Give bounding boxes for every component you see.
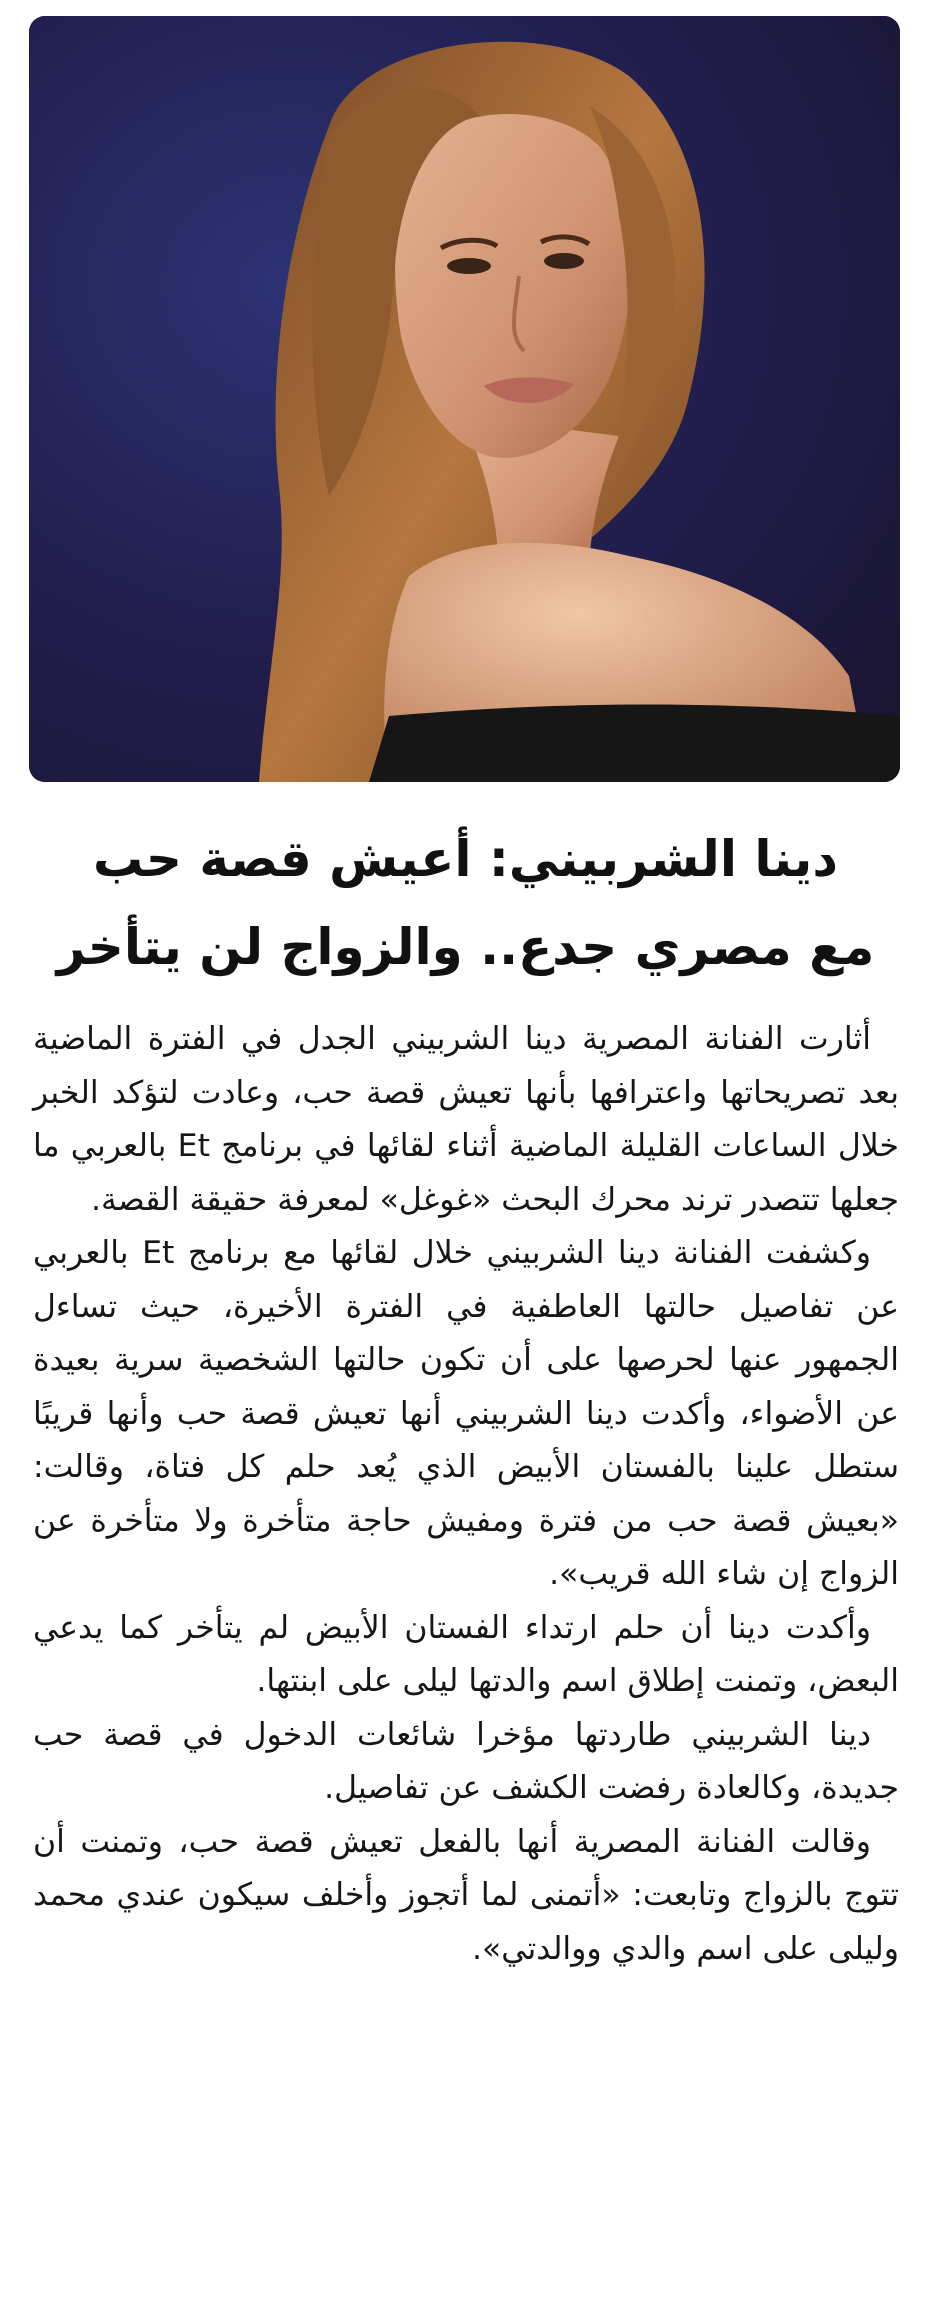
headline-line-1: دينا الشربيني: أعيش قصة حب <box>93 830 838 888</box>
paragraph: وأكدت دينا أن حلم ارتداء الفستان الأبيض لم يتأخر كما يدعي البعض، وتمنت إطلاق اسم والدتها ليلى على ابنتها. <box>33 1609 899 1699</box>
paragraph: وقالت الفنانة المصرية أنها بالفعل تعيش قصة حب، وتمنت أن تتوج بالزواج وتابعت: «أتمنى لما أتجوز وأخلف سيكون عندي محمد وليلى على اسم والدي ووالدتي». <box>33 1823 899 1967</box>
paragraph: وكشفت الفنانة دينا الشربيني خلال لقائها مع برنامج Et بالعربي عن تفاصيل حالتها العاطفية في الفترة الأخيرة، حيث تساءل الجمهور عنها لحرصها على أن تكون حالتها الشخصية سرية بعيدة عن الأضواء، وأكدت دينا الشربيني أنها تعيش قصة حب وأنها قريبًا ستطل علينا بالفستان الأبيض الذي يُعد حلم كل فتاة، وقالت: «بعيش قصة حب من فترة ومفيش حاجة متأخرة ولا متأخرة عن الزواج إن شاء الله قريب». <box>33 1235 899 1592</box>
article-headline <box>40 815 891 991</box>
portrait-illustration <box>29 16 900 782</box>
article-photo <box>29 16 900 782</box>
headline-line-2: مع مصري جدع.. والزواج لن يتأخر <box>56 918 875 976</box>
article-body <box>33 1013 899 1976</box>
paragraph: دينا الشربيني طاردتها مؤخرا شائعات الدخول في قصة حب جديدة، وكالعادة رفضت الكشف عن تفاصيل. <box>33 1716 899 1806</box>
paragraph: أثارت الفنانة المصرية دينا الشربيني الجدل في الفترة الماضية بعد تصريحاتها واعترافها بأنها تعيش قصة حب، وعادت لتؤكد الخبر خلال الساعات القليلة الماضية أثناء لقائها في برنامج Et بالعربي ما جعلها تتصدر ترند محرك البحث «غوغل» لمعرفة حقيقة القصة. <box>33 1021 900 1218</box>
